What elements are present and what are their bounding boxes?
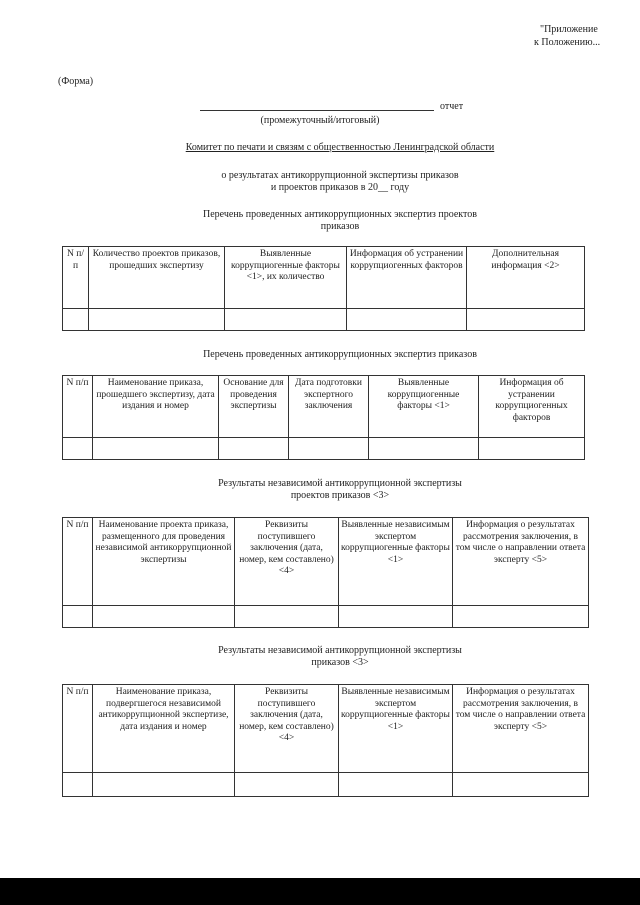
header-cell: Информация о результатах рассмотрения заключения, в том числе о направлении ответа эксперту <5> — [453, 685, 589, 773]
table-cell — [235, 773, 339, 797]
scan-border — [0, 878, 640, 905]
table-cell — [479, 438, 585, 460]
header-cell: Информация об устранении коррупциогенных факторов — [479, 376, 585, 438]
report-blank-line — [200, 110, 434, 111]
form-label: (Форма) — [58, 76, 94, 87]
table-cell — [289, 438, 369, 460]
subtitle-line2: и проектов приказов в 20__ году — [270, 182, 410, 193]
section4-title-line1: Результаты независимой антикоррупционной экспертизы — [218, 645, 462, 656]
table-cell — [339, 773, 453, 797]
table-cell — [235, 606, 339, 628]
table-row — [63, 438, 585, 460]
table-cell — [93, 773, 235, 797]
table-row — [63, 773, 589, 797]
header-cell: Выявленные коррупциогенные факторы <1>, их количество — [225, 247, 347, 309]
header-cell: Информация о результатах рассмотрения заключения, в том числе о направлении ответа эксперту <5> — [453, 518, 589, 606]
table-cell — [63, 309, 89, 331]
table-cell — [453, 606, 589, 628]
section4-title-line2: приказов <3> — [311, 657, 369, 668]
table-cell — [93, 438, 219, 460]
table-cell — [63, 438, 93, 460]
report-type: (промежуточный/итоговый) — [260, 115, 380, 126]
header-cell: Количество проектов приказов, прошедших экспертизу — [89, 247, 225, 309]
header-cell: Наименование приказа, подвергшегося независимой антикоррупционной экспертизе, дата издания и номер — [93, 685, 235, 773]
header-cell: Информация об устранении коррупциогенных факторов — [347, 247, 467, 309]
header-cell: Дополнительная информация <2> — [467, 247, 585, 309]
table-row — [63, 309, 585, 331]
table-section1 — [62, 246, 585, 331]
header-cell: Дата подготовки экспертного заключения — [289, 376, 369, 438]
table-section4 — [62, 684, 589, 797]
table-cell — [63, 773, 93, 797]
table-cell — [347, 309, 467, 331]
header-cell: N п/п — [63, 518, 93, 606]
table-section2 — [62, 375, 585, 460]
header-cell: N п/п — [63, 376, 93, 438]
header-cell: N п/п — [63, 247, 89, 309]
header-cell: Выявленные независимым экспертом коррупциогенные факторы <1> — [339, 518, 453, 606]
header-cell: Выявленные коррупциогенные факторы <1> — [369, 376, 479, 438]
section3-title-line1: Результаты независимой антикоррупционной экспертизы — [218, 478, 462, 489]
table-cell — [89, 309, 225, 331]
table-cell — [93, 606, 235, 628]
table-section3 — [62, 517, 589, 628]
header-cell: Реквизиты поступившего заключения (дата, номер, кем составлено) <4> — [235, 685, 339, 773]
table-cell — [453, 773, 589, 797]
appendix-subtitle: к Положению... — [534, 37, 601, 48]
table-cell — [63, 606, 93, 628]
section3-title-line2: проектов приказов <3> — [290, 490, 390, 501]
table-row — [63, 606, 589, 628]
table-cell — [219, 438, 289, 460]
section1-title-line1: Перечень проведенных антикоррупционных экспертиз проектов — [203, 209, 477, 220]
header-cell: Выявленные независимым экспертом коррупциогенные факторы <1> — [339, 685, 453, 773]
table-header-row — [63, 685, 589, 773]
table-cell — [467, 309, 585, 331]
table-cell — [369, 438, 479, 460]
table-header-row — [63, 518, 589, 606]
table-header-row — [63, 247, 585, 309]
section2-title: Перечень проведенных антикоррупционных экспертиз приказов — [203, 349, 477, 360]
header-cell: N п/п — [63, 685, 93, 773]
table-cell — [339, 606, 453, 628]
header-cell: Наименование приказа, прошедшего экспертизу, дата издания и номер — [93, 376, 219, 438]
subtitle-line1: о результатах антикоррупционной экспертизы приказов — [221, 170, 459, 181]
committee-name: Комитет по печати и связям с общественностью Ленинградской области — [185, 142, 495, 153]
header-cell: Реквизиты поступившего заключения (дата, номер, кем составлено) <4> — [235, 518, 339, 606]
section1-title-line2: приказов — [320, 221, 360, 232]
table-header-row — [63, 376, 585, 438]
header-cell: Основание для проведения экспертизы — [219, 376, 289, 438]
table-cell — [225, 309, 347, 331]
report-word: отчет — [440, 101, 464, 112]
header-cell: Наименование проекта приказа, размещенного для проведения независимой антикоррупционной экспертизы — [93, 518, 235, 606]
appendix-title: "Приложение — [540, 24, 598, 35]
